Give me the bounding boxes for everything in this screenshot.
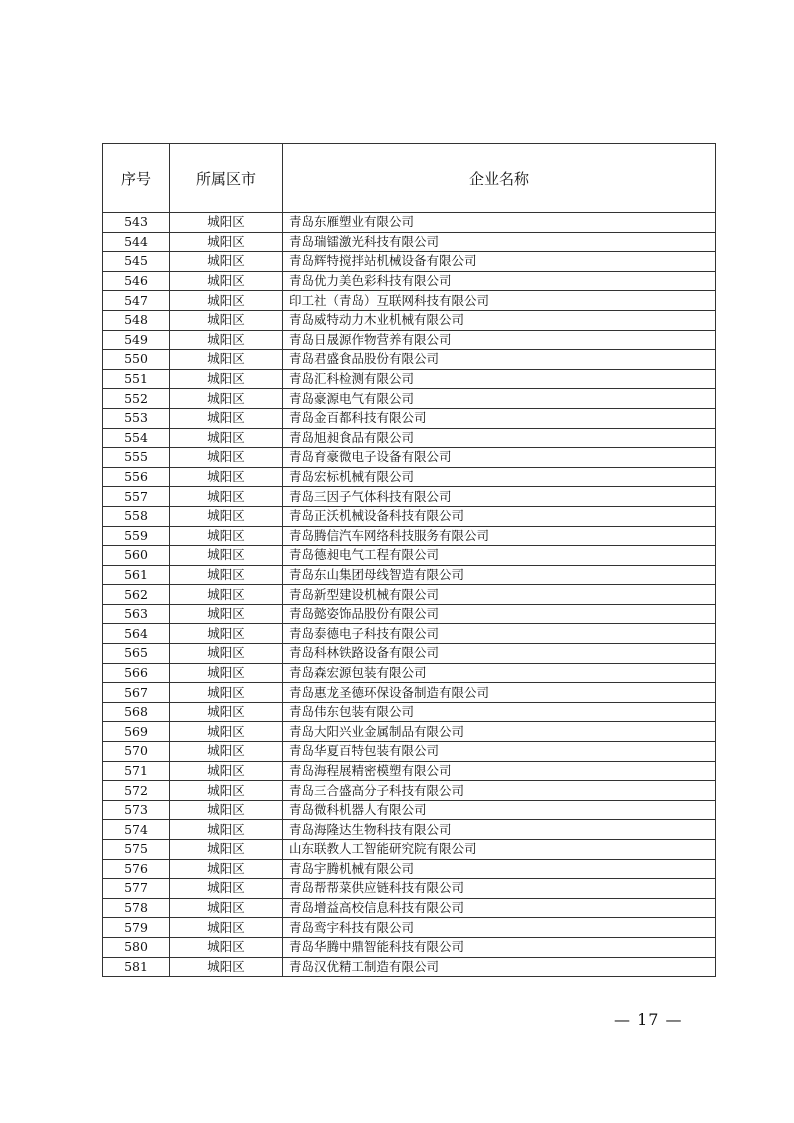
cell-enterprise-name: 青岛森宏源包装有限公司 (283, 663, 716, 683)
cell-serial-number: 543 (103, 213, 170, 233)
cell-serial-number: 580 (103, 937, 170, 957)
cell-serial-number: 562 (103, 585, 170, 605)
cell-enterprise-name: 青岛泰德电子科技有限公司 (283, 624, 716, 644)
cell-serial-number: 556 (103, 467, 170, 487)
cell-enterprise-name: 青岛惠龙圣德环保设备制造有限公司 (283, 683, 716, 703)
table-header-row (103, 144, 716, 213)
cell-serial-number: 555 (103, 448, 170, 468)
cell-district: 城阳区 (170, 389, 283, 409)
cell-enterprise-name: 青岛伟东包装有限公司 (283, 702, 716, 722)
cell-enterprise-name: 青岛三因子气体科技有限公司 (283, 487, 716, 507)
cell-enterprise-name: 青岛鸾宇科技有限公司 (283, 918, 716, 938)
cell-serial-number: 548 (103, 310, 170, 330)
table-body (103, 213, 716, 977)
cell-district: 城阳区 (170, 565, 283, 585)
table-row (103, 879, 716, 899)
cell-serial-number: 549 (103, 330, 170, 350)
cell-enterprise-name: 青岛汇科检测有限公司 (283, 369, 716, 389)
cell-serial-number: 561 (103, 565, 170, 585)
table-row (103, 448, 716, 468)
cell-district: 城阳区 (170, 487, 283, 507)
table-row (103, 389, 716, 409)
cell-serial-number: 579 (103, 918, 170, 938)
cell-district: 城阳区 (170, 800, 283, 820)
header-serial-number: 序号 (103, 144, 170, 213)
table-row (103, 310, 716, 330)
cell-district: 城阳区 (170, 506, 283, 526)
cell-district: 城阳区 (170, 859, 283, 879)
table-row (103, 820, 716, 840)
table-row (103, 898, 716, 918)
cell-enterprise-name: 青岛日晟源作物营养有限公司 (283, 330, 716, 350)
cell-district: 城阳区 (170, 644, 283, 664)
cell-enterprise-name: 青岛辉特搅拌站机械设备有限公司 (283, 252, 716, 272)
table-row (103, 644, 716, 664)
cell-district: 城阳区 (170, 918, 283, 938)
cell-serial-number: 546 (103, 271, 170, 291)
cell-enterprise-name: 青岛豪源电气有限公司 (283, 389, 716, 409)
table-row (103, 937, 716, 957)
cell-district: 城阳区 (170, 310, 283, 330)
cell-enterprise-name: 青岛海程展精密模塑有限公司 (283, 761, 716, 781)
cell-serial-number: 559 (103, 526, 170, 546)
cell-enterprise-name: 青岛东雁塑业有限公司 (283, 213, 716, 233)
cell-district: 城阳区 (170, 369, 283, 389)
cell-serial-number: 565 (103, 644, 170, 664)
cell-enterprise-name: 青岛三合盛高分子科技有限公司 (283, 781, 716, 801)
table-row (103, 663, 716, 683)
cell-district: 城阳区 (170, 879, 283, 899)
header-district: 所属区市 (170, 144, 283, 213)
cell-serial-number: 564 (103, 624, 170, 644)
cell-serial-number: 577 (103, 879, 170, 899)
cell-enterprise-name: 青岛东山集团母线智造有限公司 (283, 565, 716, 585)
table-row (103, 291, 716, 311)
cell-district: 城阳区 (170, 585, 283, 605)
cell-district: 城阳区 (170, 624, 283, 644)
cell-district: 城阳区 (170, 252, 283, 272)
cell-serial-number: 581 (103, 957, 170, 977)
cell-district: 城阳区 (170, 781, 283, 801)
cell-district: 城阳区 (170, 546, 283, 566)
table-row (103, 467, 716, 487)
table-row (103, 624, 716, 644)
cell-enterprise-name: 青岛懿姿饰品股份有限公司 (283, 604, 716, 624)
cell-serial-number: 568 (103, 702, 170, 722)
table-row (103, 330, 716, 350)
table-row (103, 232, 716, 252)
table-row (103, 604, 716, 624)
cell-serial-number: 551 (103, 369, 170, 389)
cell-district: 城阳区 (170, 526, 283, 546)
table-row (103, 271, 716, 291)
table-row (103, 918, 716, 938)
cell-district: 城阳区 (170, 840, 283, 860)
table-row (103, 781, 716, 801)
cell-enterprise-name: 青岛华腾中鼎智能科技有限公司 (283, 937, 716, 957)
cell-serial-number: 547 (103, 291, 170, 311)
cell-serial-number: 578 (103, 898, 170, 918)
cell-enterprise-name: 青岛海隆达生物科技有限公司 (283, 820, 716, 840)
cell-serial-number: 563 (103, 604, 170, 624)
cell-serial-number: 571 (103, 761, 170, 781)
table-row (103, 722, 716, 742)
table-row (103, 546, 716, 566)
cell-enterprise-name: 青岛金百都科技有限公司 (283, 408, 716, 428)
cell-enterprise-name: 青岛优力美色彩科技有限公司 (283, 271, 716, 291)
table-row (103, 800, 716, 820)
cell-serial-number: 544 (103, 232, 170, 252)
table-row (103, 683, 716, 703)
header-enterprise-name: 企业名称 (283, 144, 716, 213)
cell-enterprise-name: 青岛华夏百特包装有限公司 (283, 742, 716, 762)
cell-serial-number: 557 (103, 487, 170, 507)
cell-district: 城阳区 (170, 330, 283, 350)
cell-enterprise-name: 青岛旭昶食品有限公司 (283, 428, 716, 448)
table-row (103, 859, 716, 879)
cell-enterprise-name: 青岛大阳兴业金属制品有限公司 (283, 722, 716, 742)
cell-district: 城阳区 (170, 467, 283, 487)
cell-serial-number: 567 (103, 683, 170, 703)
cell-district: 城阳区 (170, 604, 283, 624)
cell-enterprise-name: 青岛瑞镭激光科技有限公司 (283, 232, 716, 252)
cell-district: 城阳区 (170, 232, 283, 252)
cell-enterprise-name: 山东联教人工智能研究院有限公司 (283, 840, 716, 860)
table-row (103, 526, 716, 546)
cell-serial-number: 558 (103, 506, 170, 526)
cell-district: 城阳区 (170, 291, 283, 311)
cell-district: 城阳区 (170, 271, 283, 291)
cell-serial-number: 566 (103, 663, 170, 683)
table-row (103, 565, 716, 585)
cell-enterprise-name: 青岛正沃机械设备科技有限公司 (283, 506, 716, 526)
cell-serial-number: 570 (103, 742, 170, 762)
table-row (103, 350, 716, 370)
enterprise-table (102, 143, 716, 977)
cell-district: 城阳区 (170, 761, 283, 781)
cell-serial-number: 553 (103, 408, 170, 428)
table-row (103, 506, 716, 526)
cell-enterprise-name: 青岛宇腾机械有限公司 (283, 859, 716, 879)
cell-serial-number: 560 (103, 546, 170, 566)
cell-district: 城阳区 (170, 448, 283, 468)
cell-enterprise-name: 印工社（青岛）互联网科技有限公司 (283, 291, 716, 311)
cell-serial-number: 572 (103, 781, 170, 801)
table-row (103, 408, 716, 428)
cell-district: 城阳区 (170, 820, 283, 840)
cell-serial-number: 552 (103, 389, 170, 409)
page-number: — 17 — (614, 1010, 683, 1029)
cell-serial-number: 576 (103, 859, 170, 879)
cell-serial-number: 545 (103, 252, 170, 272)
cell-enterprise-name: 青岛帮帮菜供应链科技有限公司 (283, 879, 716, 899)
cell-district: 城阳区 (170, 957, 283, 977)
cell-district: 城阳区 (170, 702, 283, 722)
cell-enterprise-name: 青岛宏标机械有限公司 (283, 467, 716, 487)
table-row (103, 840, 716, 860)
cell-enterprise-name: 青岛增益高校信息科技有限公司 (283, 898, 716, 918)
table-row (103, 702, 716, 722)
table-row (103, 957, 716, 977)
cell-enterprise-name: 青岛德昶电气工程有限公司 (283, 546, 716, 566)
cell-enterprise-name: 青岛育豪微电子设备有限公司 (283, 448, 716, 468)
cell-serial-number: 550 (103, 350, 170, 370)
cell-enterprise-name: 青岛新型建设机械有限公司 (283, 585, 716, 605)
cell-district: 城阳区 (170, 408, 283, 428)
cell-enterprise-name: 青岛威特动力木业机械有限公司 (283, 310, 716, 330)
cell-district: 城阳区 (170, 428, 283, 448)
cell-district: 城阳区 (170, 350, 283, 370)
cell-district: 城阳区 (170, 937, 283, 957)
cell-serial-number: 554 (103, 428, 170, 448)
table-row (103, 213, 716, 233)
cell-enterprise-name: 青岛科林铁路设备有限公司 (283, 644, 716, 664)
table-row (103, 252, 716, 272)
cell-district: 城阳区 (170, 742, 283, 762)
cell-serial-number: 574 (103, 820, 170, 840)
table-row (103, 761, 716, 781)
table-row (103, 585, 716, 605)
cell-serial-number: 573 (103, 800, 170, 820)
table-row (103, 742, 716, 762)
cell-serial-number: 569 (103, 722, 170, 742)
cell-enterprise-name: 青岛腾信汽车网络科技服务有限公司 (283, 526, 716, 546)
table-row (103, 487, 716, 507)
cell-district: 城阳区 (170, 898, 283, 918)
cell-enterprise-name: 青岛汉优精工制造有限公司 (283, 957, 716, 977)
cell-enterprise-name: 青岛微科机器人有限公司 (283, 800, 716, 820)
table-row (103, 428, 716, 448)
cell-enterprise-name: 青岛君盛食品股份有限公司 (283, 350, 716, 370)
table-row (103, 369, 716, 389)
cell-district: 城阳区 (170, 663, 283, 683)
cell-district: 城阳区 (170, 722, 283, 742)
cell-serial-number: 575 (103, 840, 170, 860)
cell-district: 城阳区 (170, 683, 283, 703)
cell-district: 城阳区 (170, 213, 283, 233)
